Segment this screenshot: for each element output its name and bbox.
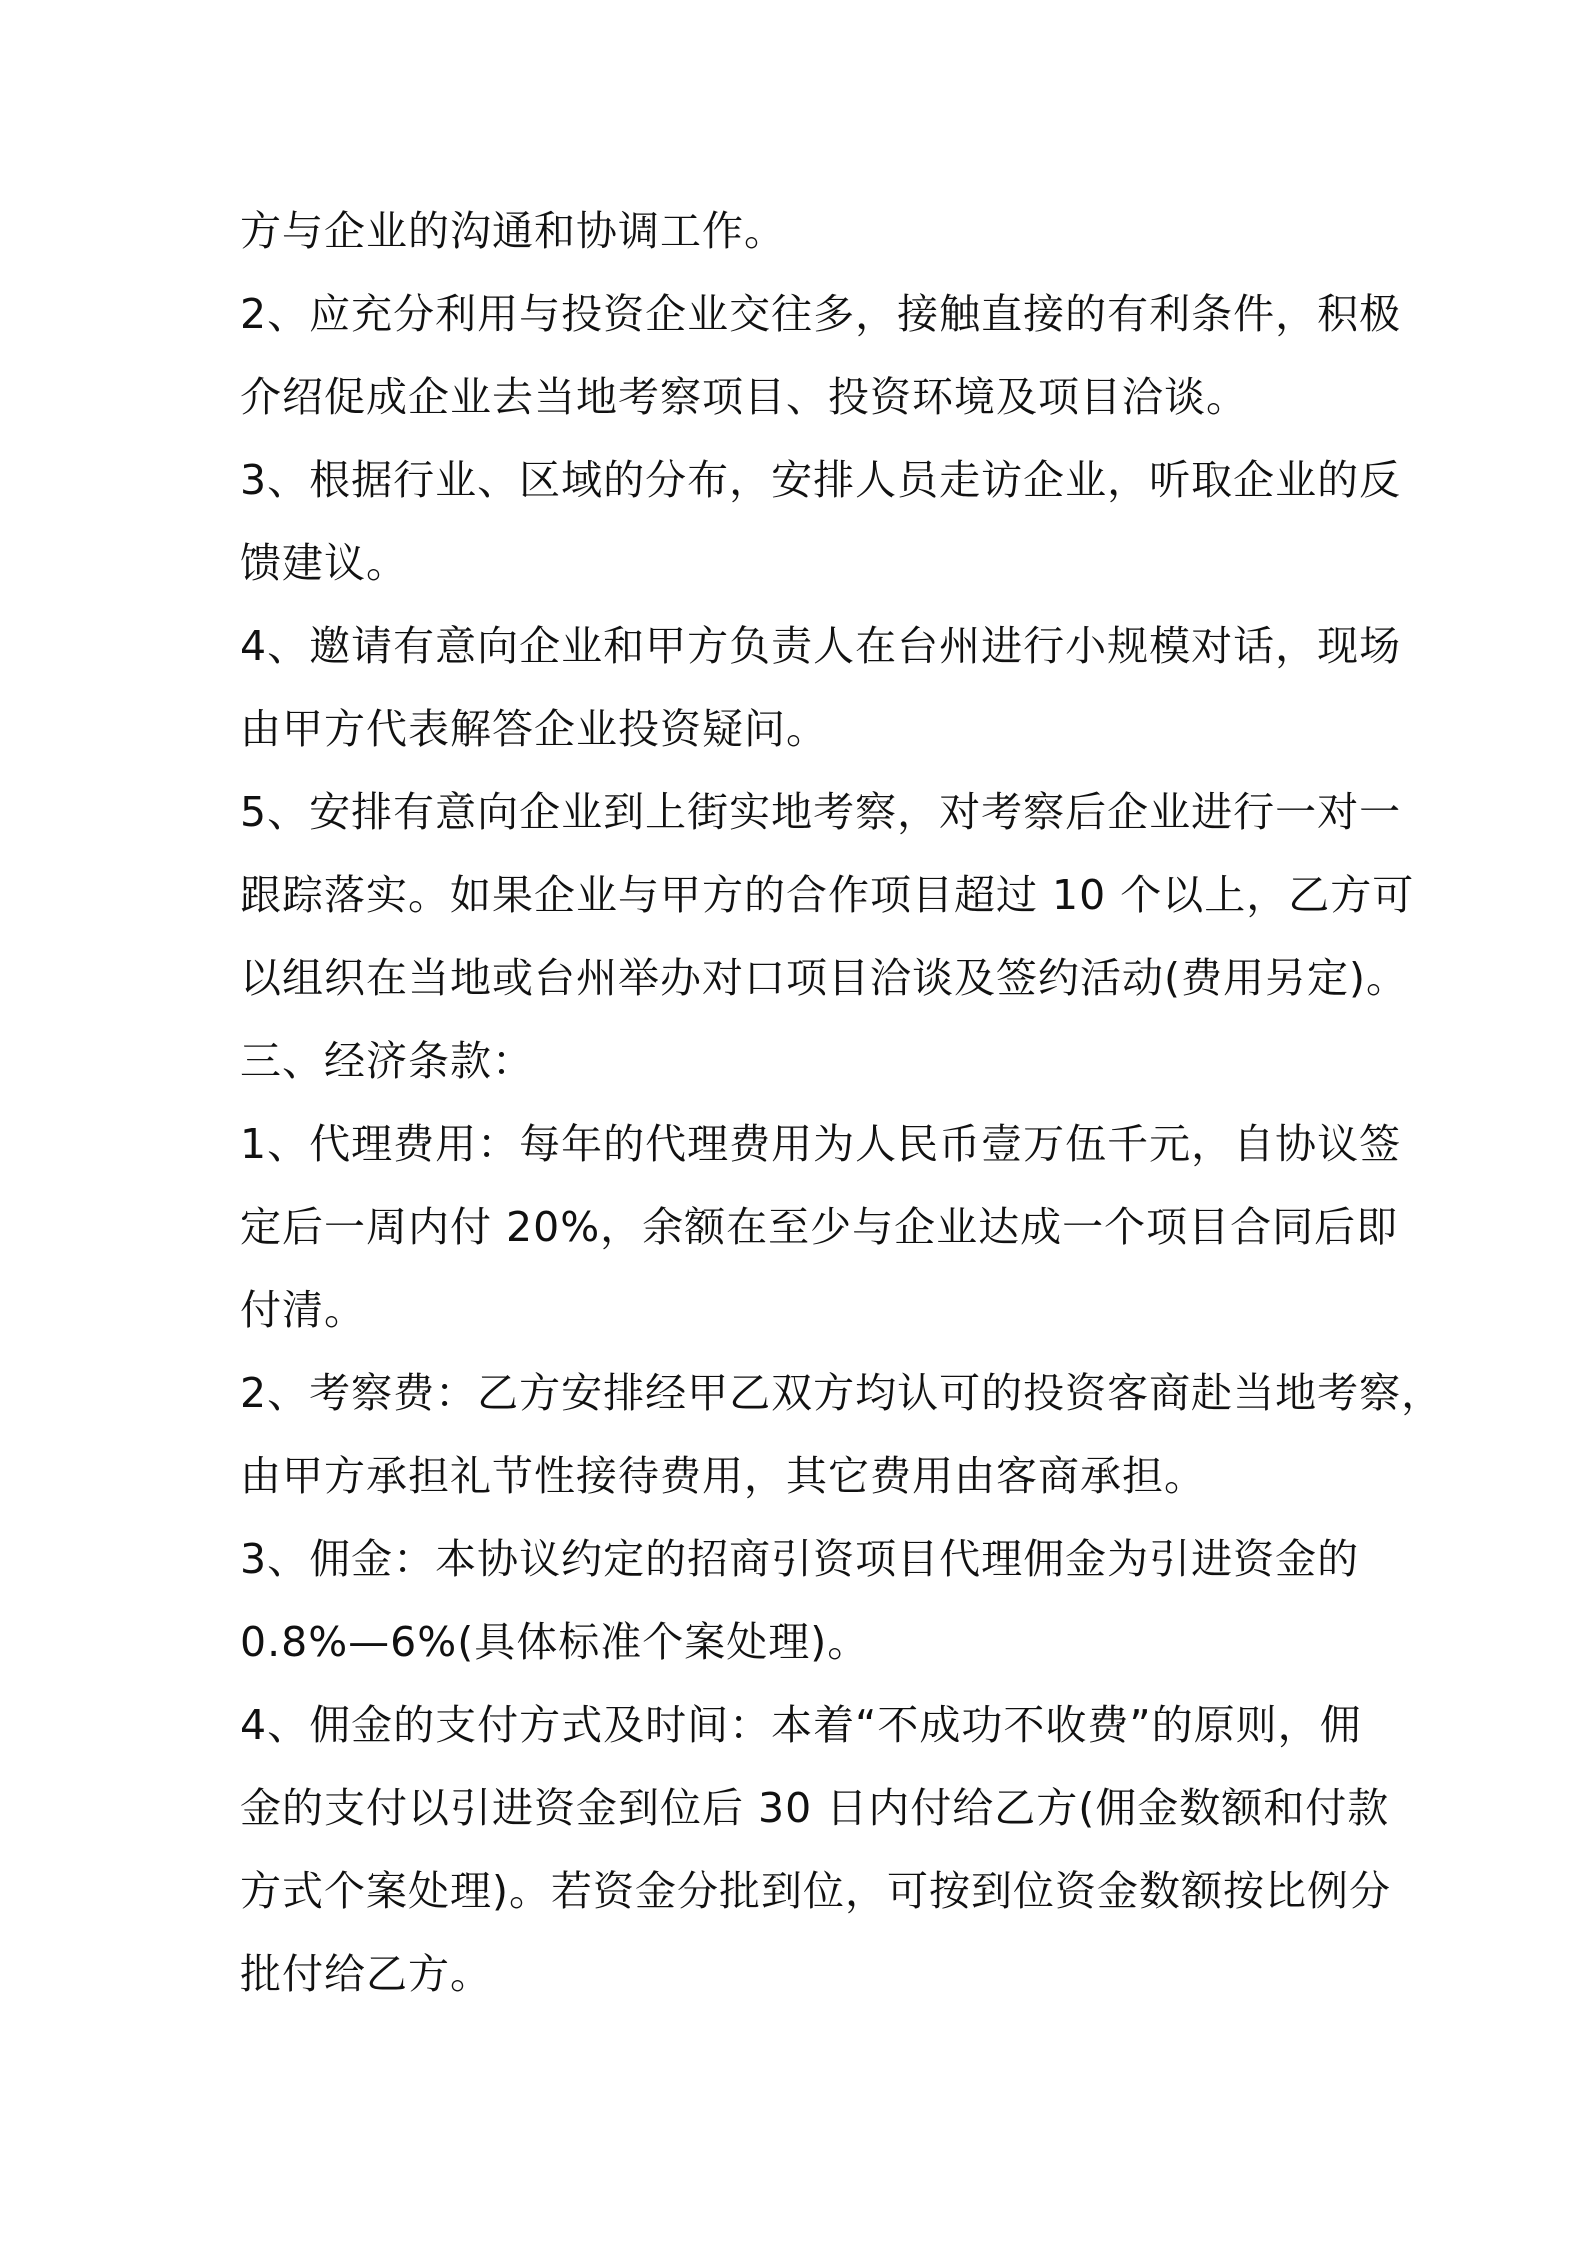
text-line: 2、考察费：乙方安排经甲乙双方均认可的投资客商赴当地考察， [240, 1369, 1444, 1417]
document-body [240, 190, 1444, 2016]
text-line: 馈建议。 [240, 539, 408, 587]
text-line: 定后一周内付 20%，余额在至少与企业达成一个项目合同后即 [240, 1203, 1399, 1251]
text-line: 1、代理费用：每年的代理费用为人民币壹万伍千元，自协议签 [240, 1120, 1402, 1168]
text-line: 5、安排有意向企业到上街实地考察，对考察后企业进行一对一 [240, 788, 1402, 836]
text-line: 批付给乙方。 [240, 1950, 492, 1998]
text-line: 0.8%—6%(具体标准个案处理)。 [240, 1618, 870, 1666]
text-line: 3、佣金：本协议约定的招商引资项目代理佣金为引进资金的 [240, 1535, 1360, 1583]
section-heading: 三、经济条款： [240, 1037, 534, 1085]
text-line: 方与企业的沟通和协调工作。 [240, 207, 786, 255]
text-line: 3、根据行业、区域的分布，安排人员走访企业，听取企业的反 [240, 456, 1402, 504]
text-line: 方式个案处理)。若资金分批到位，可按到位资金数额按比例分 [240, 1867, 1391, 1915]
text-line: 跟踪落实。如果企业与甲方的合作项目超过 10 个以上，乙方可 [240, 871, 1415, 919]
text-line: 4、邀请有意向企业和甲方负责人在台州进行小规模对话，现场 [240, 622, 1402, 670]
text-line: 2、应充分利用与投资企业交往多，接触直接的有利条件，积极 [240, 290, 1402, 338]
text-line: 金的支付以引进资金到位后 30 日内付给乙方(佣金数额和付款 [240, 1784, 1390, 1832]
text-line: 4、佣金的支付方式及时间：本着“不成功不收费”的原则，佣 [240, 1701, 1362, 1749]
text-line: 由甲方代表解答企业投资疑问。 [240, 705, 828, 753]
text-line: 介绍促成企业去当地考察项目、投资环境及项目洽谈。 [240, 373, 1248, 421]
text-line: 以组织在当地或台州举办对口项目洽谈及签约活动(费用另定)。 [240, 954, 1408, 1002]
text-line: 付清。 [240, 1286, 366, 1334]
text-line: 由甲方承担礼节性接待费用，其它费用由客商承担。 [240, 1452, 1206, 1500]
